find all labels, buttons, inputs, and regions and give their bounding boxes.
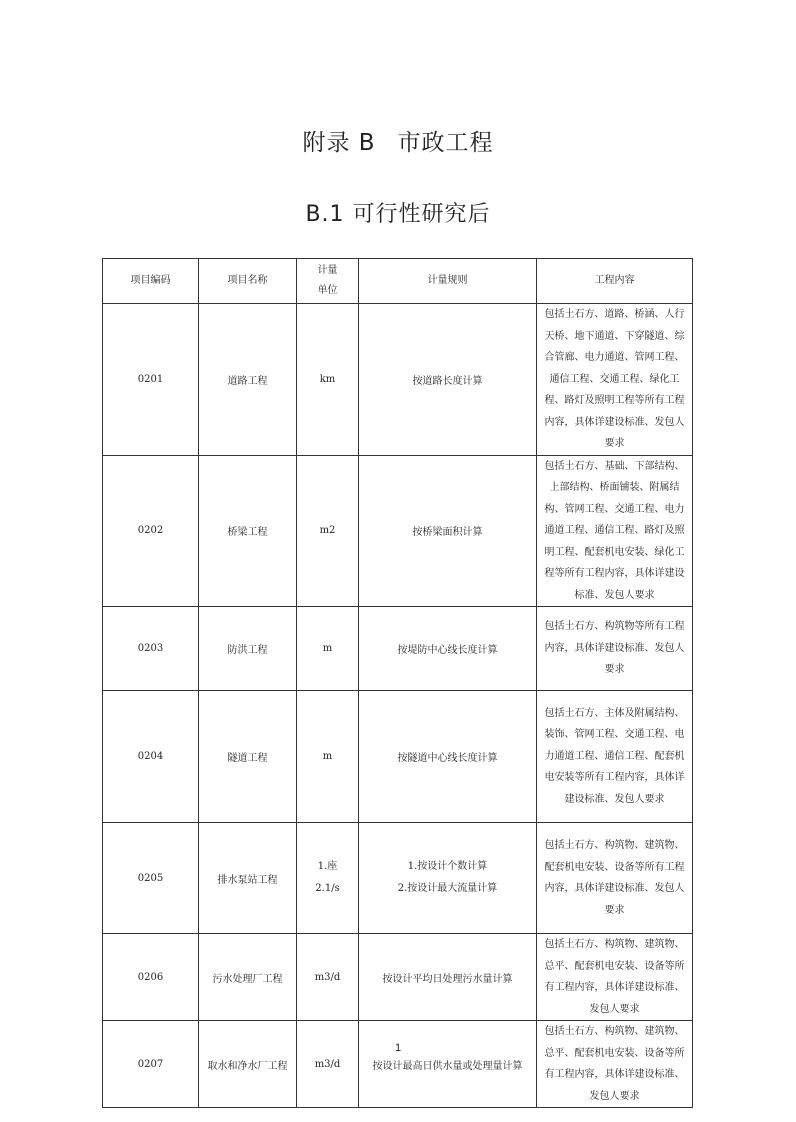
table-header-row [103, 259, 693, 304]
cell-name: 污水处理厂工程 [199, 934, 297, 1021]
cell-rule [359, 823, 537, 934]
table-row [103, 934, 693, 1021]
cell-content: 包括土石方、构筑物等所有工程内容，具体详建设标准、发包人要求 [537, 607, 693, 691]
appendix-title [0, 124, 796, 157]
cell-content: 包括土石方、构筑物、建筑物、总平、配套机电安装、设备等所有工程内容，具体详建设标准、发包人要求 [537, 934, 693, 1021]
header-unit-line2: 单位 [317, 285, 338, 296]
header-content: 工程内容 [537, 259, 693, 304]
cell-unit-line1: 1.座 [317, 861, 338, 872]
cell-rule: 按桥梁面积计算 [359, 455, 537, 607]
cell-unit [297, 823, 359, 934]
cell-name: 隧道工程 [199, 691, 297, 823]
cell-rule-line1: 1.按设计个数计算 [407, 861, 488, 872]
header-name: 项目名称 [199, 259, 297, 304]
cell-code: 0206 [103, 934, 199, 1021]
cell-code: 0204 [103, 691, 199, 823]
page-number: 1 [394, 1042, 402, 1054]
header-rule: 计量规则 [359, 259, 537, 304]
cell-rule: 按设计最高日供水量或处理量计算 [359, 1021, 537, 1108]
cell-unit: m [297, 691, 359, 823]
cell-code: 0203 [103, 607, 199, 691]
cell-content: 包括土石方、构筑物、建筑物、配套机电安装、设备等所有工程内容，具体详建设标准、发包人要求 [537, 823, 693, 934]
cell-unit: m3/d [297, 934, 359, 1021]
appendix-name: 市政工程 [397, 130, 494, 156]
table-row [103, 1021, 693, 1108]
cell-code: 0207 [103, 1021, 199, 1108]
cell-rule: 按设计平均日处理污水量计算 [359, 934, 537, 1021]
cell-unit: km [297, 304, 359, 456]
cell-unit: m3/d [297, 1021, 359, 1108]
cell-code: 0205 [103, 823, 199, 934]
cell-code: 0201 [103, 304, 199, 456]
cell-name: 排水泵站工程 [199, 823, 297, 934]
cell-rule-line2: 2.按设计最大流量计算 [397, 883, 498, 894]
cell-name: 防洪工程 [199, 607, 297, 691]
cell-content: 包括土石方、基础、下部结构、上部结构、桥面铺装、附属结构、管网工程、交通工程、电力通道工程、通信工程、路灯及照明工程、配套机电安装、绿化工程等所有工程内容，具体详建设标准、发包人要求 [537, 455, 693, 607]
cell-unit: m2 [297, 455, 359, 607]
header-unit-line1: 计量 [317, 265, 338, 276]
cell-rule: 按道路长度计算 [359, 304, 537, 456]
header-unit [297, 259, 359, 304]
cell-content: 包括土石方、主体及附属结构、装饰、管网工程、交通工程、电力通道工程、通信工程、配套机电安装等所有工程内容，具体详建设标准、发包人要求 [537, 691, 693, 823]
cell-name: 道路工程 [199, 304, 297, 456]
cell-unit: m [297, 607, 359, 691]
cell-name: 取水和净水厂工程 [199, 1021, 297, 1108]
header-code: 项目编码 [103, 259, 199, 304]
table-row [103, 607, 693, 691]
cell-code: 0202 [103, 455, 199, 607]
cell-name: 桥梁工程 [199, 455, 297, 607]
cell-rule: 按堤防中心线长度计算 [359, 607, 537, 691]
table-row [103, 691, 693, 823]
cell-unit-line2: 2.1/s [315, 883, 340, 894]
table-row [103, 304, 693, 456]
cell-content: 包括土石方、构筑物、建筑物、总平、配套机电安装、设备等所有工程内容，具体详建设标准、发包人要求 [537, 1021, 693, 1108]
cell-content: 包括土石方、道路、桥涵、人行天桥、地下通道、下穿隧道、综合管廊、电力通道、管网工程、通信工程、交通工程、绿化工程、路灯及照明工程等所有工程内容，具体详建设标准、发包人要求 [537, 304, 693, 456]
cell-rule: 按隧道中心线长度计算 [359, 691, 537, 823]
section-title: B.1 可行性研究后 [305, 202, 491, 227]
table-row [103, 455, 693, 607]
appendix-label: 附录 B [302, 130, 376, 156]
cost-item-table [102, 258, 693, 1108]
table-row [103, 823, 693, 934]
